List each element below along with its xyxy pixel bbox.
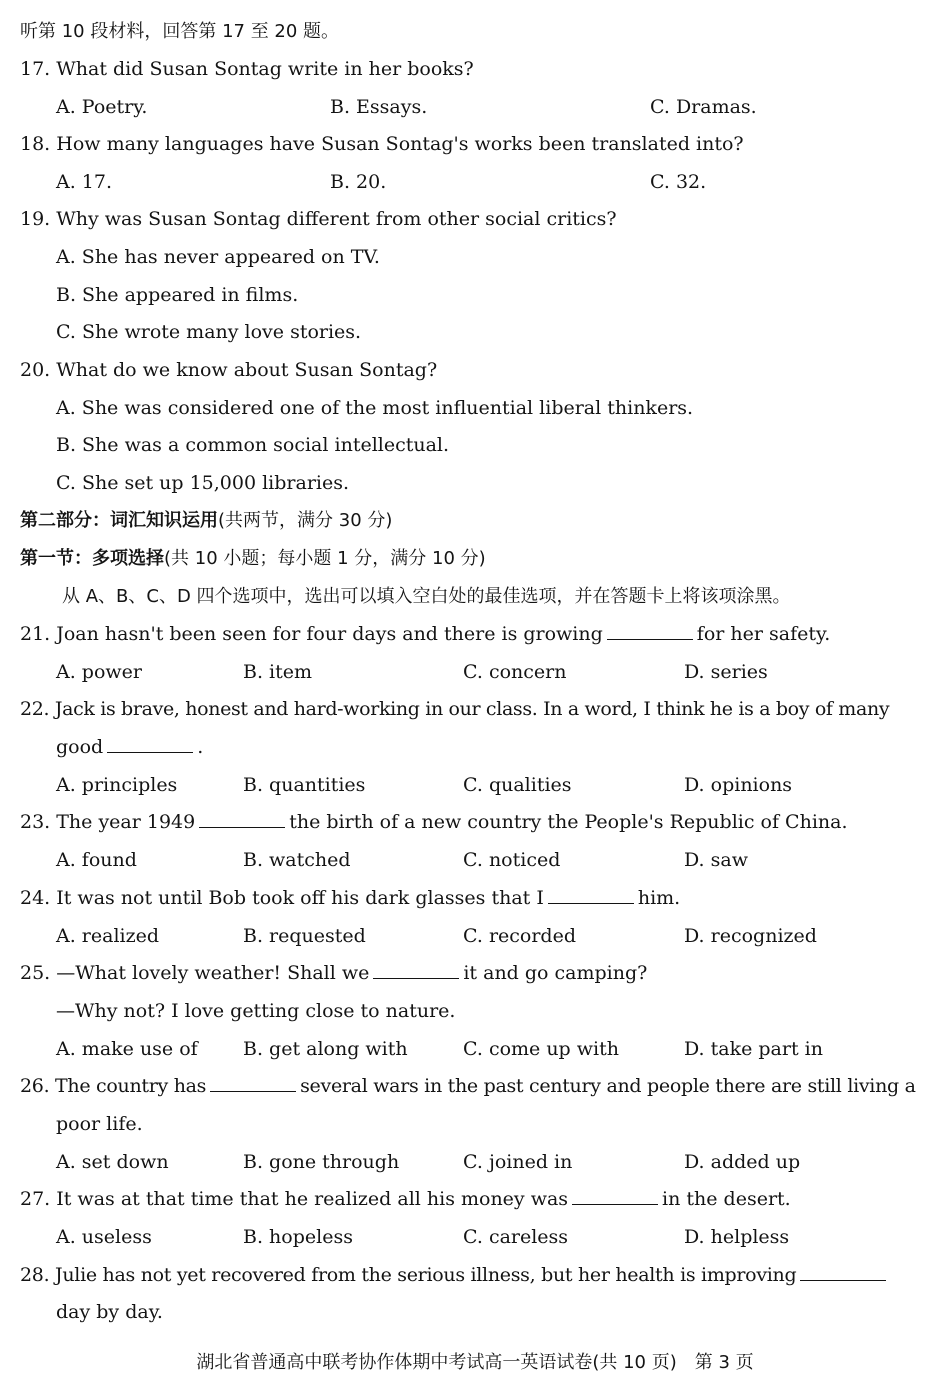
q20-option-a: A. She was considered one of the most influential liberal thinkers.	[56, 397, 694, 419]
q24-option-b: B. requested	[243, 925, 366, 947]
q17-option-a: A. Poetry.	[56, 96, 148, 118]
question-21-stem	[20, 622, 830, 646]
q23-text-before: 23. The year 1949	[20, 811, 196, 833]
q21-option-a: A. power	[56, 661, 142, 683]
question-22-stem: 22. Jack is brave, honest and hard-working in our class. In a word, I think he is a boy of many	[20, 698, 890, 720]
q17-option-b: B. Essays.	[330, 96, 428, 118]
q27-option-a: A. useless	[56, 1226, 152, 1248]
q19-option-c: C. She wrote many love stories.	[56, 321, 362, 343]
q18-option-a: A. 17.	[56, 171, 113, 193]
q26-text-before: 26. The country has	[20, 1075, 207, 1097]
q21-option-b: B. item	[243, 661, 313, 683]
question-23-stem	[20, 810, 848, 834]
q18-option-b: B. 20.	[330, 171, 387, 193]
answer-blank	[107, 738, 193, 753]
answer-blank	[800, 1266, 886, 1281]
answer-blank	[607, 625, 693, 640]
q19-option-b: B. She appeared in films.	[56, 284, 299, 306]
question-18-stem: 18. How many languages have Susan Sontag's works been translated into?	[20, 133, 744, 155]
q27-option-d: D. helpless	[684, 1226, 790, 1248]
q23-option-d: D. saw	[684, 849, 748, 871]
q24-option-a: A. realized	[56, 925, 160, 947]
section-1-score: (共 10 小题；每小题 1 分，满分 10 分)	[164, 548, 486, 569]
section-1-heading	[20, 547, 486, 571]
q22-text-before: good	[56, 736, 104, 758]
q22-option-c: C. qualities	[463, 774, 572, 796]
q26-text-after: several wars in the past century and people there are still living a	[300, 1075, 916, 1097]
answer-blank	[210, 1077, 296, 1092]
question-20-stem: 20. What do we know about Susan Sontag?	[20, 359, 438, 381]
answer-blank	[548, 889, 634, 904]
q23-option-a: A. found	[56, 849, 137, 871]
q25-reply: —Why not? I love getting close to nature.	[56, 1000, 456, 1022]
q27-option-b: B. hopeless	[243, 1226, 353, 1248]
q26-option-b: B. gone through	[243, 1151, 400, 1173]
q22-text-after: .	[197, 736, 204, 758]
q22-option-a: A. principles	[56, 774, 178, 796]
q27-option-c: C. careless	[463, 1226, 569, 1248]
q25-option-b: B. get along with	[243, 1038, 408, 1060]
question-26-stem	[20, 1074, 916, 1098]
q26-option-d: D. added up	[684, 1151, 801, 1173]
q25-text-before: 25. —What lovely weather! Shall we	[20, 962, 370, 984]
section-1-title: 第一节：多项选择	[20, 548, 164, 569]
q19-option-a: A. She has never appeared on TV.	[56, 246, 380, 268]
q28-text-before: 28. Julie has not yet recovered from the serious illness, but her health is improving	[20, 1264, 797, 1286]
q23-text-after: the birth of a new country the People's Republic of China.	[289, 811, 848, 833]
q23-option-c: C. noticed	[463, 849, 561, 871]
answer-blank	[373, 964, 459, 979]
q21-text-after: for her safety.	[696, 623, 831, 645]
question-25-stem	[20, 961, 647, 985]
question-24-stem	[20, 886, 680, 910]
question-19-stem: 19. Why was Susan Sontag different from other social critics?	[20, 208, 617, 230]
q23-option-b: B. watched	[243, 849, 351, 871]
question-26-stem-continued: poor life.	[56, 1113, 143, 1135]
section-1-instructions: 从 A、B、C、D 四个选项中，选出可以填入空白处的最佳选项，并在答题卡上将该项涂黑。	[62, 586, 791, 607]
answer-blank	[199, 813, 285, 828]
question-27-stem	[20, 1187, 791, 1211]
q25-option-a: A. make use of	[56, 1038, 198, 1060]
q17-option-c: C. Dramas.	[650, 96, 757, 118]
q24-option-d: D. recognized	[684, 925, 817, 947]
q24-text-before: 24. It was not until Bob took off his dark glasses that I	[20, 887, 544, 909]
q25-option-c: C. come up with	[463, 1038, 619, 1060]
question-28-stem-continued: day by day.	[56, 1301, 163, 1323]
q22-option-d: D. opinions	[684, 774, 793, 796]
q25-option-d: D. take part in	[684, 1038, 823, 1060]
q25-text-after: it and go camping?	[463, 962, 648, 984]
q20-option-b: B. She was a common social intellectual.	[56, 434, 450, 456]
part-2-score: (共两节，满分 30 分)	[218, 510, 393, 531]
question-17-stem: 17. What did Susan Sontag write in her books?	[20, 58, 474, 80]
q24-option-c: C. recorded	[463, 925, 576, 947]
q21-option-c: C. concern	[463, 661, 567, 683]
listening-instruction: 听第 10 段材料，回答第 17 至 20 题。	[20, 21, 340, 42]
q24-text-after: him.	[637, 887, 681, 909]
q26-option-a: A. set down	[56, 1151, 169, 1173]
q27-text-before: 27. It was at that time that he realized all his money was	[20, 1188, 569, 1210]
question-22-stem-continued	[56, 735, 203, 759]
part-2-heading	[20, 509, 392, 533]
part-2-title: 第二部分：词汇知识运用	[20, 510, 218, 531]
q21-text-before: 21. Joan hasn't been seen for four days and there is growing	[20, 623, 603, 645]
q18-option-c: C. 32.	[650, 171, 707, 193]
q20-option-c: C. She set up 15,000 libraries.	[56, 472, 350, 494]
answer-blank	[572, 1190, 658, 1205]
question-28-stem	[20, 1263, 890, 1287]
q21-option-d: D. series	[684, 661, 768, 683]
q27-text-after: in the desert.	[662, 1188, 791, 1210]
q22-option-b: B. quantities	[243, 774, 366, 796]
page-footer: 湖北省普通高中联考协作体期中考试高一英语试卷(共 10 页) 第 3 页	[196, 1352, 754, 1373]
q26-option-c: C. joined in	[463, 1151, 573, 1173]
